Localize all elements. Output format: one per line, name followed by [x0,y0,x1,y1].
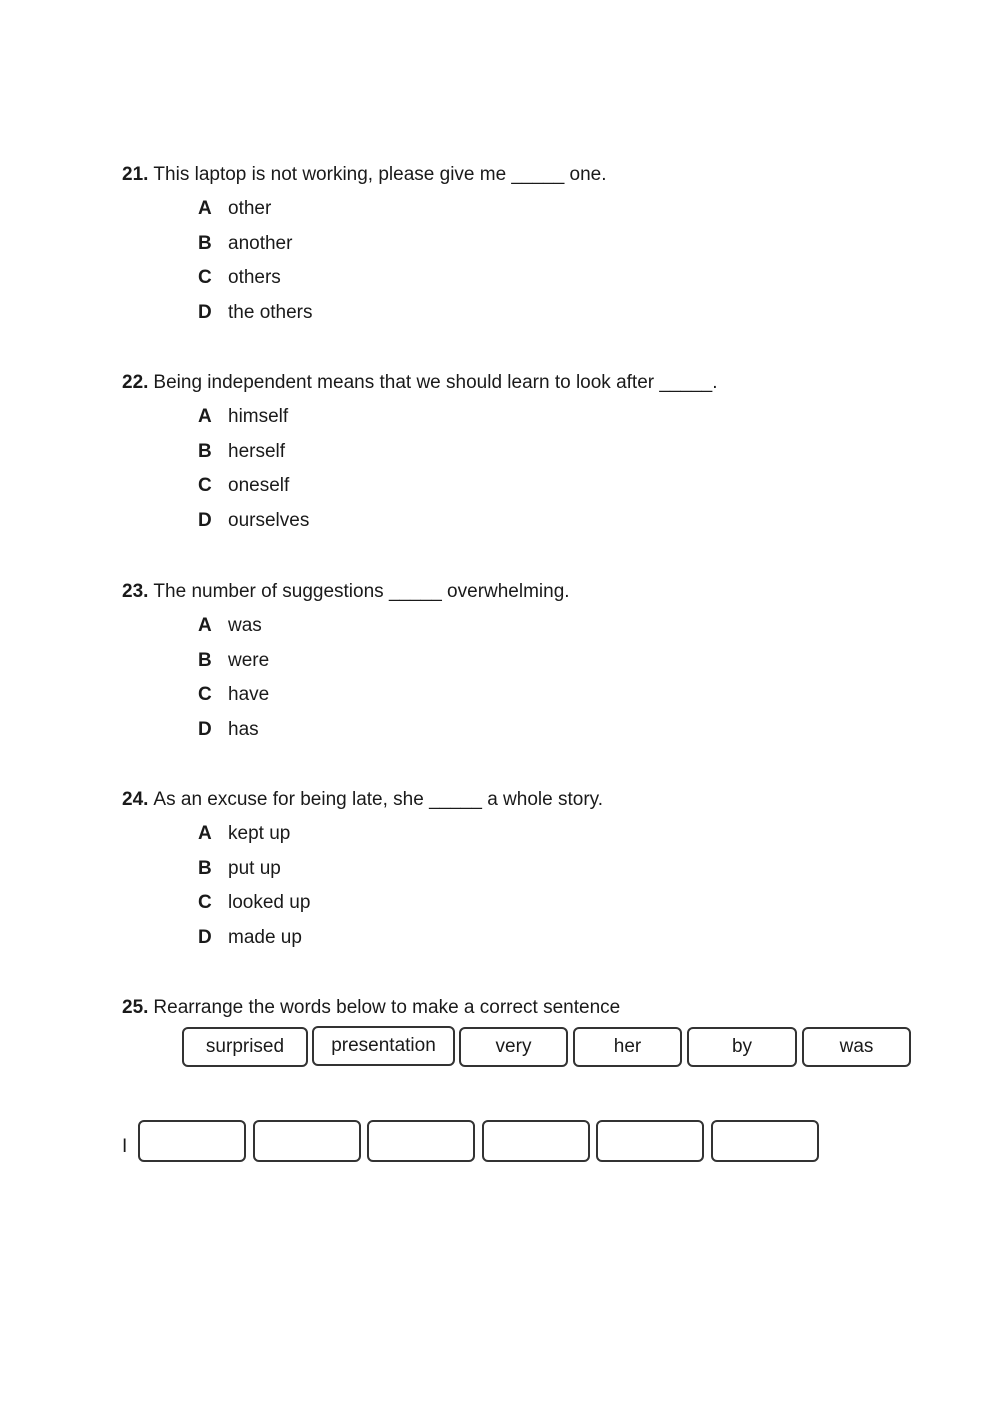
option-letter: A [198,198,212,219]
options-list [198,405,922,544]
answer-slot-1[interactable] [138,1120,246,1162]
option-text: made up [228,927,302,949]
question-text: This laptop is not working, please give me _____ one. [153,164,607,185]
option-text: ourselves [228,510,310,532]
option-c[interactable] [198,683,922,718]
option-d[interactable] [198,718,922,753]
option-text: put up [228,857,281,879]
question-text: Being independent means that we should learn to look after _____. [153,372,718,393]
word-tile-presentation[interactable]: presentation [312,1026,455,1066]
option-text: kept up [228,823,291,844]
option-text: have [228,684,270,706]
question-number: 23. [122,581,149,602]
option-letter: D [198,302,212,324]
option-a[interactable] [198,614,922,649]
question-21 [122,163,922,336]
word-tile-her[interactable]: her [573,1027,682,1067]
question-23 [122,580,922,753]
option-letter: C [198,892,212,914]
question-number: 21. [122,164,149,185]
question-25 [122,996,922,1020]
option-text: another [228,232,293,254]
option-text: were [228,649,270,671]
question-stem [122,580,922,604]
answer-slot-2[interactable] [253,1120,361,1162]
option-letter: D [198,927,212,949]
option-b[interactable] [198,440,922,475]
option-text: the others [228,302,313,324]
option-d[interactable] [198,301,922,336]
option-d[interactable] [198,509,922,544]
answer-prefix: I [122,1136,128,1157]
option-letter: C [198,684,212,706]
question-text: As an excuse for being late, she _____ a whole story. [153,789,604,810]
option-letter: B [198,649,212,671]
option-letter: B [198,857,212,879]
question-22 [122,371,922,544]
answer-slot-6[interactable] [711,1120,819,1162]
option-text: himself [228,406,289,427]
options-list [198,614,922,753]
question-stem [122,788,922,812]
option-letter: B [198,232,212,254]
word-tile-by[interactable]: by [687,1027,797,1067]
option-text: has [228,719,259,741]
question-stem [122,996,922,1020]
option-letter: D [198,719,212,741]
answer-slot-5[interactable] [596,1120,704,1162]
word-tile-was[interactable]: was [802,1027,911,1067]
options-list [198,197,922,336]
option-text: was [228,615,262,636]
option-letter: A [198,615,212,636]
question-stem [122,371,922,395]
option-text: other [228,198,272,219]
option-letter: A [198,406,212,427]
option-letter: C [198,267,212,289]
option-letter: B [198,440,212,462]
option-d[interactable] [198,926,922,961]
option-c[interactable] [198,266,922,301]
word-tile-very[interactable]: very [459,1027,568,1067]
question-text: Rearrange the words below to make a correct sentence [153,997,621,1018]
option-a[interactable] [198,405,922,440]
option-c[interactable] [198,891,922,926]
option-a[interactable] [198,197,922,232]
option-b[interactable] [198,857,922,892]
question-number: 24. [122,789,149,810]
option-c[interactable] [198,474,922,509]
option-b[interactable] [198,649,922,684]
option-b[interactable] [198,232,922,267]
option-text: oneself [228,475,290,497]
options-list [198,822,922,961]
answer-slot-4[interactable] [482,1120,590,1162]
question-number: 22. [122,372,149,393]
answer-slot-3[interactable] [367,1120,475,1162]
option-a[interactable] [198,822,922,857]
option-text: looked up [228,892,311,914]
question-stem [122,163,922,187]
option-letter: D [198,510,212,532]
question-24 [122,788,922,961]
word-tile-surprised[interactable]: surprised [182,1027,308,1067]
question-number: 25. [122,997,149,1018]
option-text: others [228,267,281,289]
option-letter: C [198,475,212,497]
option-text: herself [228,440,286,462]
question-text: The number of suggestions _____ overwhelming. [153,581,570,602]
option-letter: A [198,823,212,844]
